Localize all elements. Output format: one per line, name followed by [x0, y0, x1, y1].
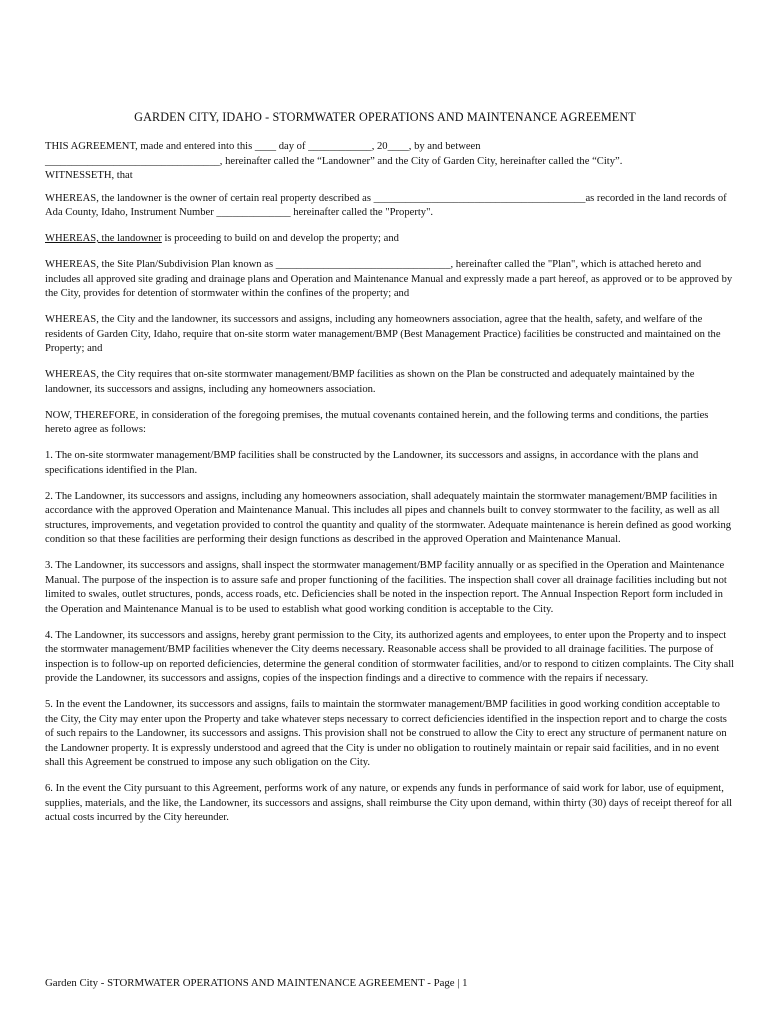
whereas-welfare: WHEREAS, the City and the landowner, its successors and assigns, including any homeowners association, agree that the health, safety, and welfare of the residents of Garden City, Idaho, require that on-site storm water management/BMP (Best Management Practice) facilities be constructed and maintained on the Property; and	[45, 314, 721, 354]
whereas-plan: WHEREAS, the Site Plan/Subdivision Plan known as _________________________________, hereinafter called the "Plan", which is attached hereto and includes all approved site grading and drainage plans and Operation and Maintenance Manual and expressly made a part hereof, as approved or to be approved by the City, provides for detention of stormwater within the confines of the property; and	[45, 259, 733, 299]
clause-2: 2. The Landowner, its successors and assigns, including any homeowners association, shall adequately maintain the stormwater management/BMP facilities in accordance with the approved Operation and Maintenance Manual. This includes all pipes and channels built to convey stormwater to the facility, as well as all structures, improvements, and vegetation provided to control the quantity and quality of the stormwater. Adequate maintenance is herein defined as good working condition so that these facilities are performing their design functions as described in the approved Operation and Maintenance Manual.	[45, 490, 732, 545]
intro-line-1: THIS AGREEMENT, made and entered into this ____ day of ____________, 20____, by and between	[45, 141, 481, 152]
clause-4: 4. The Landowner, its successors and assigns, hereby grant permission to the City, its authorized agents and employees, to enter upon the Property and to inspect the stormwater management/BMP facilities whenever the City deems necessary. Reasonable access shall be provided to all drainage facilities. The purpose of inspection is to follow-up on reported deficiencies, determine the general condition of stormwater facilities, and/or to respond to citizen complaints. The City shall provide the Landowner, its successors and assigns, copies of the inspection findings and a directive to commence with the repairs if necessary.	[45, 629, 735, 684]
document-body	[45, 140, 735, 837]
whereas-requirement: WHEREAS, the City requires that on-site stormwater management/BMP facilities as shown on the Plan be constructed and adequately maintained by the landowner, its successors and assigns, including any homeowners association.	[45, 369, 695, 395]
document-title: GARDEN CITY, IDAHO - STORMWATER OPERATIONS AND MAINTENANCE AGREEMENT	[134, 110, 636, 124]
whereas-develop	[45, 232, 735, 247]
now-therefore: NOW, THEREFORE, in consideration of the foregoing premises, the mutual covenants contained herein, and the following terms and conditions, the parties hereto agree as follows:	[45, 409, 709, 435]
whereas-develop-rest: is proceeding to build on and develop the property; and	[161, 233, 399, 244]
intro-paragraph	[45, 140, 735, 184]
clause-6: 6. In the event the City pursuant to this Agreement, performs work of any nature, or expends any funds in performance of said work for labor, use of equipment, supplies, materials, and the like, the Landowner, its successors and assigns, shall reimburse the City upon demand, within thirty (30) days of receipt thereof for all actual costs incurred by the City hereunder.	[45, 783, 733, 823]
intro-line-3: WITNESSETH, that	[45, 170, 133, 181]
clause-5: 5. In the event the Landowner, its successors and assigns, fails to maintain the stormwater management/BMP facilities in good working condition acceptable to the City, the City may enter upon the Property and take whatever steps necessary to correct deficiencies identified in the inspection report and to charge the costs of such repairs to the Landowner, its successors and assigns. This provision shall not be construed to allow the City to erect any structure of permanent nature on the Landowner property. It is expressly understood and agreed that the City is under no obligation to routinely maintain or repair said facilities, and in no event shall this Agreement be construed to impose any such obligation on the City.	[45, 699, 727, 768]
page-footer: Garden City - STORMWATER OPERATIONS AND MAINTENANCE AGREEMENT - Page | 1	[45, 977, 468, 989]
intro-line-2: _________________________________, hereinafter called the “Landowner” and the City of Garden City, hereinafter called the “City”.	[45, 155, 623, 167]
whereas-develop-underlined: WHEREAS, the landowner	[45, 233, 162, 244]
whereas-property: WHEREAS, the landowner is the owner of certain real property described as ________________________________________as recorded in the land records of Ada County, Idaho, Instrument Number ______________ hereinafter called the "Property".	[45, 192, 727, 218]
clause-1: 1. The on-site stormwater management/BMP facilities shall be constructed by the Landowner, its successors and assigns, in accordance with the plans and specifications identified in the Plan.	[45, 450, 699, 476]
clause-3: 3. The Landowner, its successors and assigns, shall inspect the stormwater management/BMP facility annually or as specified in the Operation and Maintenance Manual. The purpose of the inspection is to assure safe and proper functioning of the facilities. The inspection shall cover all drainage facilities including but not limited to swales, outlet structures, ponds, access roads, etc. Deficiencies shall be noted in the inspection report. The Annual Inspection Report form included in the Operation and Maintenance Manual is to be used to establish what good working condition is acceptable to the City.	[45, 560, 727, 615]
